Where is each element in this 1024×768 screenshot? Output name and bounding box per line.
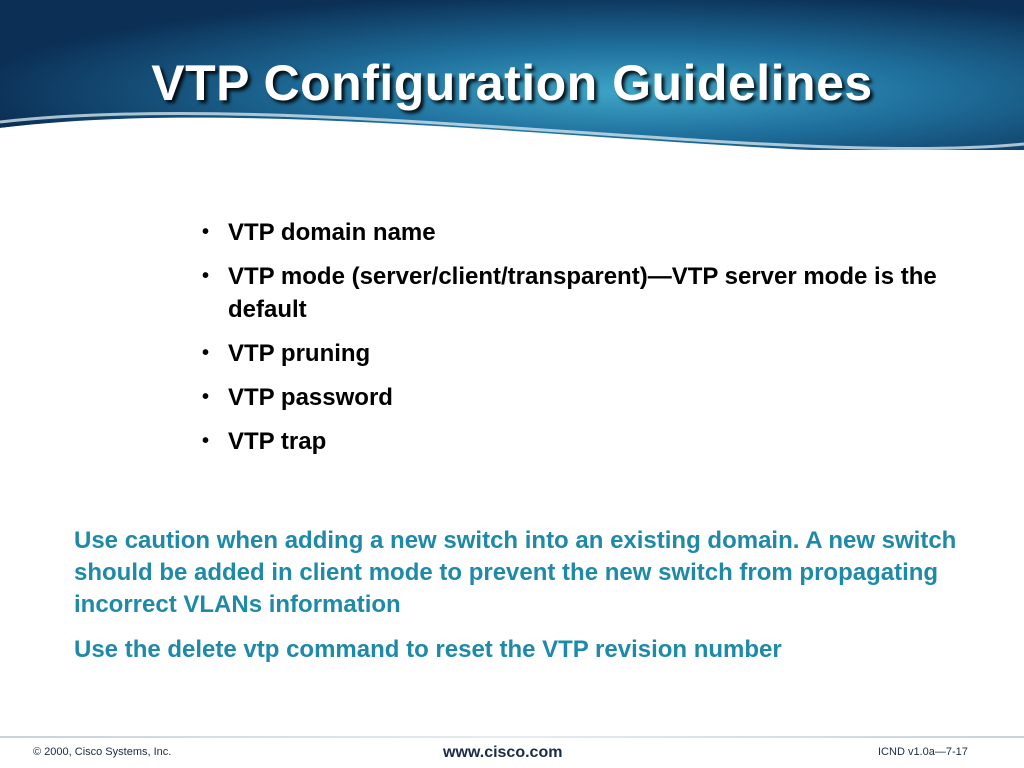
bullet-item [200,260,940,326]
footer-website: www.cisco.com [443,744,563,761]
bullet-item [200,337,940,370]
caution-note: Use caution when adding a new switch into an existing domain. A new switch should be added in client mode to prevent the new switch from propagating incorrect VLANs information [74,527,957,618]
bullet-item [200,425,940,458]
bullet-glyph: • [202,342,210,364]
bullet-text: VTP domain name [228,219,436,246]
footer-divider [0,736,1024,738]
bullet-list [200,216,940,469]
bullet-text: VTP mode (server/client/transparent)—VTP server mode is the default [228,263,937,323]
bullet-text: VTP trap [228,428,327,455]
slide-title: VTP Configuration Guidelines [151,55,873,111]
bullet-text: VTP password [228,384,393,411]
footer-copyright: © 2000, Cisco Systems, Inc. [33,746,172,758]
bullet-item [200,381,940,414]
bullet-text: VTP pruning [228,340,371,367]
reset-revision-note: Use the delete vtp command to reset the VTP revision number [74,636,782,663]
bullet-glyph: • [202,265,210,287]
bullet-glyph: • [202,386,210,408]
footer-slide-ref: ICND v1.0a—7-17 [878,746,968,758]
bullet-glyph: • [202,430,210,452]
bullet-item [200,216,940,249]
bullet-glyph: • [202,221,210,243]
